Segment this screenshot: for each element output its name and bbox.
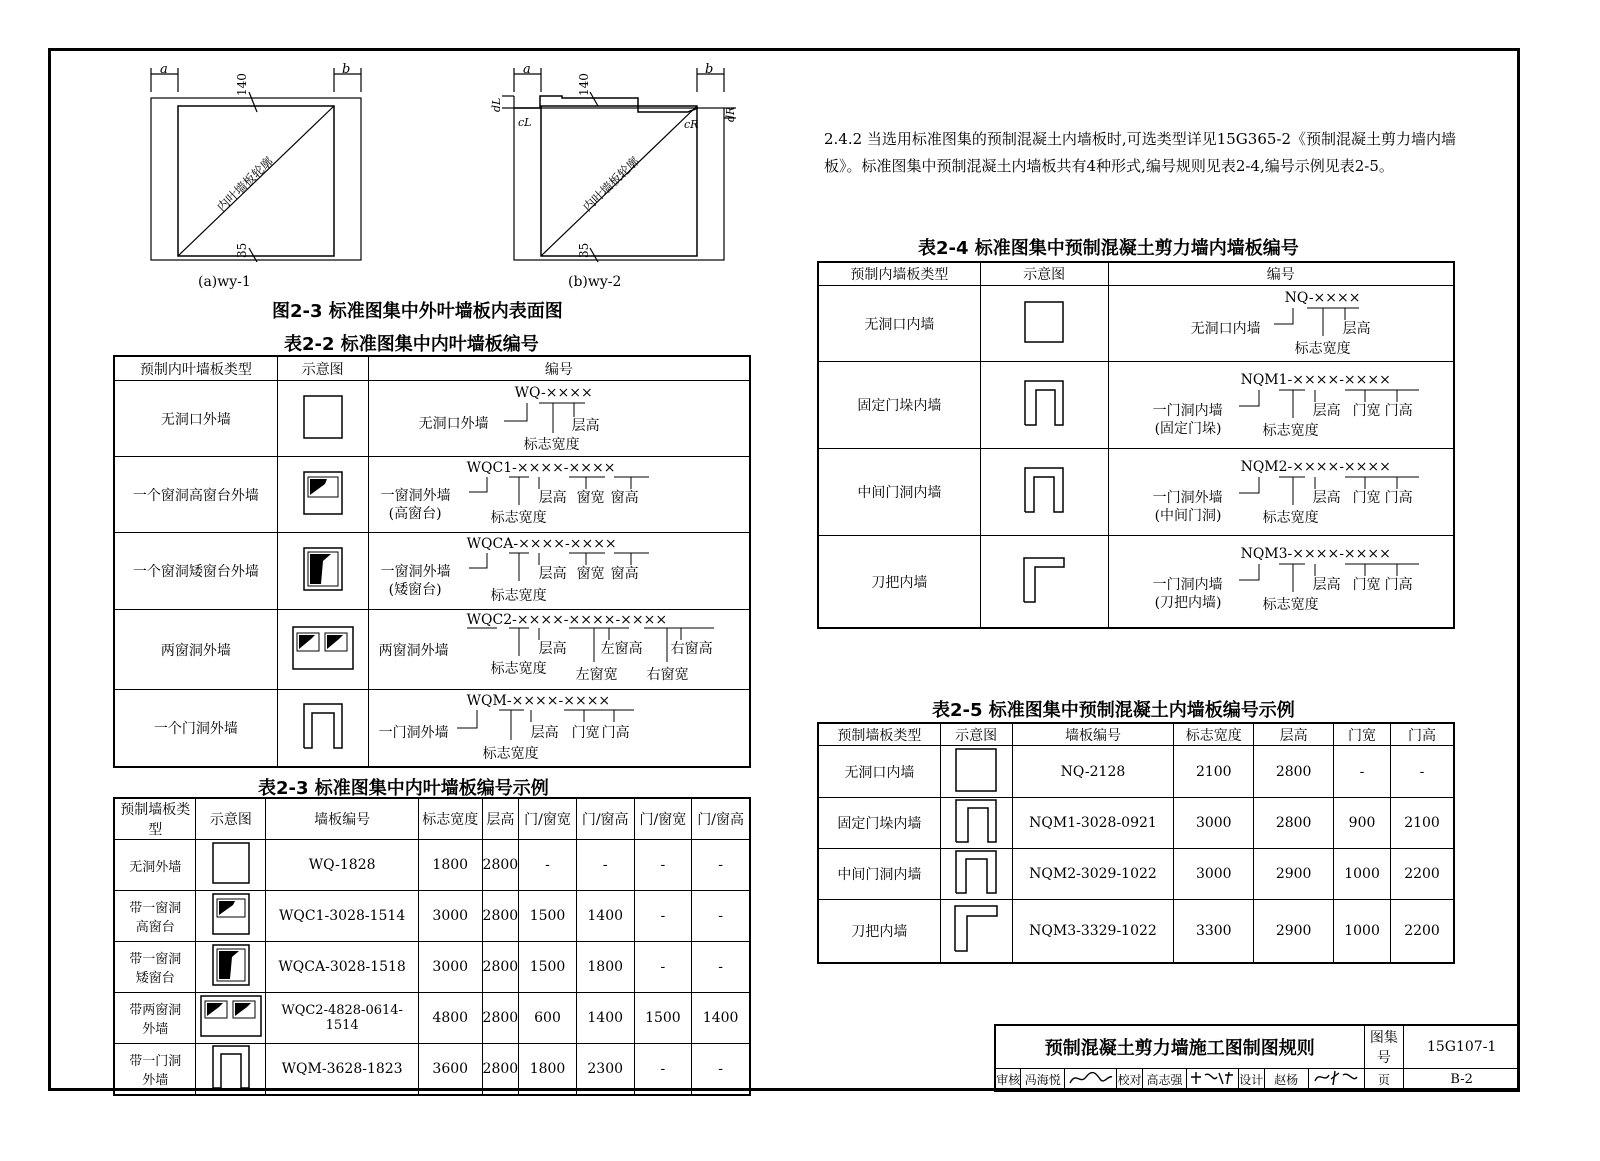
table22-header-type: 预制内叶墙板类型 xyxy=(115,357,278,381)
table23-header: 门/窗宽 xyxy=(634,799,692,840)
solid-wall-icon xyxy=(211,841,251,885)
fixed-door-pier-icon xyxy=(954,798,998,844)
figure-wy1 xyxy=(140,62,370,267)
checker-signature xyxy=(1187,1069,1237,1087)
dim-b-label: b xyxy=(342,62,351,77)
dim-35-label: 35 xyxy=(235,242,249,258)
table23-header: 层高 xyxy=(482,799,519,840)
table-row: 刀把内墙 NQM3-3329-1022 3300 2900 1000 2200 xyxy=(819,900,1454,963)
two-windows-icon xyxy=(199,994,263,1038)
table-row: 固定门垛内墙 NQM1-××××-×××× 一门洞内墙 (固定门垛) 层高 门宽 门高 标志宽度 xyxy=(819,362,1454,449)
table22-caption: 表2-2 标准图集中内叶墙板编号 xyxy=(284,334,539,355)
dim-140-label: 140 xyxy=(235,73,249,96)
dim-35-label: 35 xyxy=(577,242,591,258)
table24-header-diagram: 示意图 xyxy=(980,263,1108,286)
reviewer-name: 冯海悦 xyxy=(1021,1068,1065,1091)
reviewer-signature xyxy=(1066,1069,1116,1087)
outline-label: 内叶墙板轮廓 xyxy=(580,154,642,215)
table23 xyxy=(114,798,750,1095)
dim-a-label: a xyxy=(160,62,168,77)
designer-name: 赵杨 xyxy=(1264,1068,1308,1091)
table23-header: 标志宽度 xyxy=(418,799,482,840)
table23-header: 示意图 xyxy=(196,799,266,840)
table-row: 无洞口内墙 NQ-×××× 无洞口内墙 层高 标志宽度 xyxy=(819,286,1454,362)
dim-cr-label: cR xyxy=(684,118,699,131)
window-high-sill-icon xyxy=(301,469,345,517)
table25-header: 墙板编号 xyxy=(1012,724,1174,746)
outline-label: 内叶墙板轮廓 xyxy=(214,154,276,215)
dim-140-label: 140 xyxy=(577,73,591,96)
row-type: 一个窗洞矮窗台外墙 xyxy=(115,533,278,610)
table24 xyxy=(818,262,1454,628)
two-windows-icon xyxy=(291,625,355,671)
design-label: 设计 xyxy=(1238,1068,1264,1091)
code-rule: WQM-××××-×××× 一门洞外墙 层高 门宽 门高 标志宽度 xyxy=(378,693,630,762)
code-rule: NQ-×××× 无洞口内墙 层高 标志宽度 xyxy=(1190,290,1371,357)
table-row: 刀把内墙 NQM3-××××-×××× 一门洞内墙 (刀把内墙) 层高 门宽 门高 标志宽度 xyxy=(819,536,1454,628)
table-row xyxy=(115,533,750,610)
table23-header: 墙板编号 xyxy=(266,799,419,840)
code-rule: WQCA-××××-×××× 一窗洞外墙 (矮窗台) 层高 窗宽 窗高 标志宽度 xyxy=(380,536,639,604)
table24-header-code: 编号 xyxy=(1108,263,1453,286)
table23-caption: 表2-3 标准图集中内叶墙板编号示例 xyxy=(258,778,549,799)
atlas-label: 图集号 xyxy=(1364,1025,1404,1068)
table-row xyxy=(115,381,750,457)
solid-wall-icon xyxy=(301,393,345,441)
knife-handle-wall-icon xyxy=(953,904,999,954)
drawing-title: 预制混凝土剪力墙施工图制图规则 xyxy=(995,1025,1364,1068)
fixed-door-pier-icon xyxy=(1022,378,1066,428)
solid-wall-icon xyxy=(954,747,998,793)
table25-header: 示意图 xyxy=(940,724,1012,746)
row-type: 一个门洞外墙 xyxy=(115,690,278,767)
designer-signature xyxy=(1309,1069,1363,1087)
middle-door-icon xyxy=(1022,465,1066,515)
table23-header: 门/窗高 xyxy=(576,799,634,840)
table24-header-type: 预制内墙板类型 xyxy=(819,263,981,286)
page-label: 页 xyxy=(1364,1068,1404,1091)
door-opening-icon xyxy=(211,1044,251,1090)
table22-header-code: 编号 xyxy=(368,357,749,381)
checker-name: 高志强 xyxy=(1143,1068,1187,1091)
table25-caption: 表2-5 标准图集中预制混凝土内墙板编号示例 xyxy=(932,700,1295,721)
page-number: B-2 xyxy=(1404,1068,1520,1091)
table25-header: 门宽 xyxy=(1334,724,1391,746)
subcaption-b: (b)wy-2 xyxy=(568,274,622,290)
table25-header: 预制墙板类型 xyxy=(819,724,941,746)
code-rule: WQC2-××××-××××-×××× 两窗洞外墙 层高 左窗高 右窗高 标志宽度 左窗宽 右窗宽 xyxy=(378,612,713,683)
table-row: 固定门垛内墙 NQM1-3028-0921 3000 2800 900 2100 xyxy=(819,798,1454,849)
figure-wy2 xyxy=(488,62,738,267)
subcaption-a: (a)wy-1 xyxy=(198,274,251,290)
knife-handle-wall-icon xyxy=(1021,555,1067,605)
check-label: 校对 xyxy=(1117,1068,1143,1091)
row-type: 两窗洞外墙 xyxy=(115,610,278,690)
review-label: 审核 xyxy=(995,1068,1021,1091)
atlas-number: 15G107-1 xyxy=(1404,1025,1520,1068)
table-row: 中间门洞内墙 NQM2-3029-1022 3000 2900 1000 2200 xyxy=(819,849,1454,900)
table23-header: 门/窗高 xyxy=(692,799,750,840)
row-type: 无洞口外墙 xyxy=(115,381,278,457)
code-rule: WQC1-××××-×××× 一窗洞外墙 (高窗台) 层高 窗宽 窗高 标志宽度 xyxy=(380,460,639,526)
table25-header: 层高 xyxy=(1254,724,1334,746)
table25 xyxy=(818,723,1454,963)
window-high-sill-icon xyxy=(211,892,251,936)
table-row xyxy=(115,690,750,767)
middle-door-icon xyxy=(954,849,998,895)
code-rule: NQM2-××××-×××× 一门洞外墙 (中间门洞) 层高 门宽 门高 标志宽度 xyxy=(1152,459,1413,526)
title-block xyxy=(994,1024,1520,1092)
table-row: 无洞口内墙 NQ-2128 2100 2800 - - xyxy=(819,746,1454,798)
table25-header: 标志宽度 xyxy=(1174,724,1254,746)
table23-header: 门/窗宽 xyxy=(519,799,577,840)
code-rule: WQ-×××× 无洞口外墙 层高 标志宽度 xyxy=(418,385,600,453)
window-low-sill-icon xyxy=(301,545,345,593)
table-row: 带两窗洞外墙 WQC2-4828-0614-1514 4800 2800 600 1400 1500 1400 xyxy=(115,993,750,1044)
window-low-sill-icon xyxy=(211,943,251,987)
table22 xyxy=(114,356,750,767)
dim-dl-label: dL xyxy=(490,97,503,112)
figure-caption: 图2-3 标准图集中外叶墙板内表面图 xyxy=(272,301,563,322)
table23-header: 预制墙板类型 xyxy=(115,799,196,840)
table-row: 无洞外墙 WQ-1828 1800 2800 - - - - xyxy=(115,840,750,891)
dim-b-label: b xyxy=(705,62,714,77)
code-rule: NQM1-××××-×××× 一门洞内墙 (固定门垛) 层高 门宽 门高 标志宽度 xyxy=(1152,372,1413,439)
table-row: 带一窗洞高窗台 WQC1-3028-1514 3000 2800 1500 1400 - - xyxy=(115,891,750,942)
table25-header: 门高 xyxy=(1391,724,1454,746)
dim-dr-label: dR xyxy=(724,106,737,122)
door-opening-icon xyxy=(301,701,345,751)
solid-wall-icon xyxy=(1022,299,1066,345)
row-type: 一个窗洞高窗台外墙 xyxy=(115,457,278,533)
dim-a-label: a xyxy=(523,62,531,77)
table22-header-diagram: 示意图 xyxy=(277,357,368,381)
table-row: 带一窗洞矮窗台 WQCA-3028-1518 3000 2800 1500 1800 - - xyxy=(115,942,750,993)
table-row xyxy=(115,457,750,533)
table-row: 带一门洞外墙 WQM-3628-1823 3600 2800 1800 2300 - - xyxy=(115,1044,750,1095)
dim-cl-label: cL xyxy=(518,116,532,129)
code-rule: NQM3-××××-×××× 一门洞内墙 (刀把内墙) 层高 门宽 门高 标志宽度 xyxy=(1152,546,1413,613)
table-row xyxy=(115,610,750,690)
section-paragraph: 2.4.2 当选用标准图集的预制混凝土内墙板时,可选类型详见15G365-2《预制混凝土剪力墙内墙板》。标准图集中预制混凝土内墙板共有4种形式,编号规则见表2-4,编号示例见表2-5。 xyxy=(824,130,1457,175)
table24-caption: 表2-4 标准图集中预制混凝土剪力墙内墙板编号 xyxy=(918,238,1299,259)
table-row: 中间门洞内墙 NQM2-××××-×××× 一门洞外墙 (中间门洞) 层高 门宽 门高 标志宽度 xyxy=(819,449,1454,536)
